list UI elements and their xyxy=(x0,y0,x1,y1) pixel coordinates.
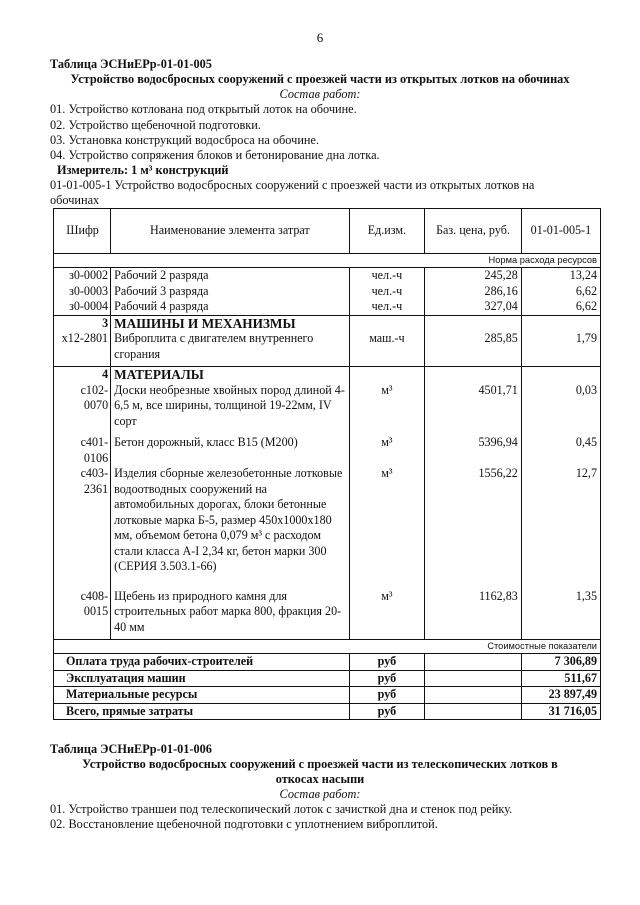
page-number: 6 xyxy=(316,30,324,45)
header-norm: 01-01-005-1 xyxy=(521,209,600,254)
total-value: 7 306,89 xyxy=(521,654,600,671)
row-price: 285,85 xyxy=(425,331,522,362)
table-header-row xyxy=(54,209,601,254)
norm-label-row xyxy=(54,254,601,268)
total-label: Материальные ресурсы xyxy=(54,687,350,704)
row-price: 245,28 xyxy=(425,268,522,284)
total-unit: руб xyxy=(349,670,425,687)
table1-subtitle: Устройство водосбросных сооружений с проезжей части из открытых лотков на обочинах xyxy=(70,72,570,86)
row-norm: 1,35 xyxy=(521,589,600,636)
total-row xyxy=(54,687,601,704)
table-row xyxy=(54,435,601,466)
row-unit: м³ xyxy=(349,589,425,636)
row-unit: м³ xyxy=(349,466,425,575)
table1-work-2: 02. Устройство щебеночной подготовки. xyxy=(50,118,261,132)
row-unit: чел.-ч xyxy=(349,268,425,284)
row-name: Изделия сборные железобетонные лотковые водоотводных сооружений на автомобильных дорогах, блоки бетонные лотковые марка Б-5, размер 450х1000х180 мм, объемом бетона 0,079 м³ с расходом стали класса А-I 2,34 кг, бетон марки 300 (СЕРИЯ 3.503.1-66) xyxy=(111,466,350,575)
table-row xyxy=(54,466,601,575)
row-code: с401-0106 xyxy=(54,435,111,466)
section-number: 3 xyxy=(54,315,111,331)
row-code: з0-0002 xyxy=(54,268,111,284)
header-code: Шифр xyxy=(54,209,111,254)
row-name: Рабочий 2 разряда xyxy=(111,268,350,284)
total-label: Оплата труда рабочих-строителей xyxy=(54,654,350,671)
section-number: 4 xyxy=(54,367,111,383)
section-title: МАШИНЫ И МЕХАНИЗМЫ xyxy=(111,315,350,331)
row-name: Щебень из природного камня для строительных работ марка 800, фракция 20-40 мм xyxy=(111,589,350,636)
row-norm: 1,79 xyxy=(521,331,600,362)
header-unit: Ед.изм. xyxy=(349,209,425,254)
row-name: Рабочий 4 разряда xyxy=(111,299,350,315)
table1-meter: Измеритель: 1 м³ конструкций xyxy=(57,163,229,177)
row-code: з0-0003 xyxy=(54,284,111,300)
header-price: Баз. цена, руб. xyxy=(425,209,522,254)
table-row xyxy=(54,589,601,636)
total-unit: руб xyxy=(349,687,425,704)
table1-title: Таблица ЭСНиЕРр-01-01-005 xyxy=(50,57,212,71)
row-code: з0-0004 xyxy=(54,299,111,315)
row-price: 327,04 xyxy=(425,299,522,315)
total-unit: руб xyxy=(349,654,425,671)
total-value: 31 716,05 xyxy=(521,703,600,720)
row-price: 286,16 xyxy=(425,284,522,300)
row-price: 5396,94 xyxy=(425,435,522,466)
total-value: 511,67 xyxy=(521,670,600,687)
cost-label: Стоимостные показатели xyxy=(54,640,601,654)
row-norm: 6,62 xyxy=(521,284,600,300)
row-norm: 0,45 xyxy=(521,435,600,466)
row-name: Рабочий 3 разряда xyxy=(111,284,350,300)
total-label: Эксплуатация машин xyxy=(54,670,350,687)
total-row xyxy=(54,654,601,671)
table-row xyxy=(54,331,601,362)
row-name: Виброплита с двигателем внутреннего сгорания xyxy=(111,331,350,362)
resource-table xyxy=(53,208,601,720)
table1-work-3: 03. Установка конструкций водосброса на обочине. xyxy=(50,133,320,147)
row-norm: 13,24 xyxy=(521,268,600,284)
total-row xyxy=(54,670,601,687)
row-norm: 6,62 xyxy=(521,299,600,315)
table-row xyxy=(54,284,601,300)
table2-subtitle-line2: откосах насыпи xyxy=(275,772,365,786)
row-code: с403-2361 xyxy=(54,466,111,575)
row-norm: 12,7 xyxy=(521,466,600,575)
table1-item-title: 01-01-005-1 Устройство водосбросных сооружений с проезжей части из открытых лотков на обочинах xyxy=(50,178,535,207)
table2-composition-label: Состав работ: xyxy=(279,787,361,801)
cost-label-row xyxy=(54,640,601,654)
table1-work-1: 01. Устройство котлована под открытый лоток на обочине. xyxy=(50,102,357,116)
row-price: 1556,22 xyxy=(425,466,522,575)
row-name: Доски необрезные хвойных пород длиной 4-6,5 м, все ширины, толщиной 19-22мм, IV сорт xyxy=(111,383,350,430)
table2-work-2: 02. Восстановление щебеночной подготовки с уплотнением виброплитой. xyxy=(50,817,438,831)
total-unit: руб xyxy=(349,703,425,720)
row-unit: чел.-ч xyxy=(349,284,425,300)
row-unit: м³ xyxy=(349,435,425,466)
total-label: Всего, прямые затраты xyxy=(54,703,350,720)
row-unit: маш.-ч xyxy=(349,331,425,362)
row-norm: 0,03 xyxy=(521,383,600,430)
table1-work-4: 04. Устройство сопряжения блоков и бетонирование дна лотка. xyxy=(50,148,380,162)
row-price: 4501,71 xyxy=(425,383,522,430)
table2-work-1: 01. Устройство траншеи под телескопический лоток с зачисткой дна и стенок под рейку. xyxy=(50,802,513,816)
row-code: с408-0015 xyxy=(54,589,111,636)
table-row xyxy=(54,383,601,430)
table1-composition-label: Состав работ: xyxy=(279,87,361,101)
row-unit: м³ xyxy=(349,383,425,430)
table2-subtitle-line1: Устройство водосбросных сооружений с проезжей части из телескопических лотков в xyxy=(82,757,558,771)
total-row xyxy=(54,703,601,720)
row-name: Бетон дорожный, класс B15 (М200) xyxy=(111,435,350,466)
row-code: с102-0070 xyxy=(54,383,111,430)
table-row xyxy=(54,299,601,315)
section-title: МАТЕРИАЛЫ xyxy=(111,367,350,383)
norm-label: Норма расхода ресурсов xyxy=(54,254,601,268)
row-code: х12-2801 xyxy=(54,331,111,362)
table-row xyxy=(54,268,601,284)
header-name: Наименование элемента затрат xyxy=(111,209,350,254)
row-unit: чел.-ч xyxy=(349,299,425,315)
section-machines-row xyxy=(54,315,601,331)
row-price: 1162,83 xyxy=(425,589,522,636)
total-value: 23 897,49 xyxy=(521,687,600,704)
section-materials-row xyxy=(54,367,601,383)
table2-title: Таблица ЭСНиЕРр-01-01-006 xyxy=(50,742,212,756)
